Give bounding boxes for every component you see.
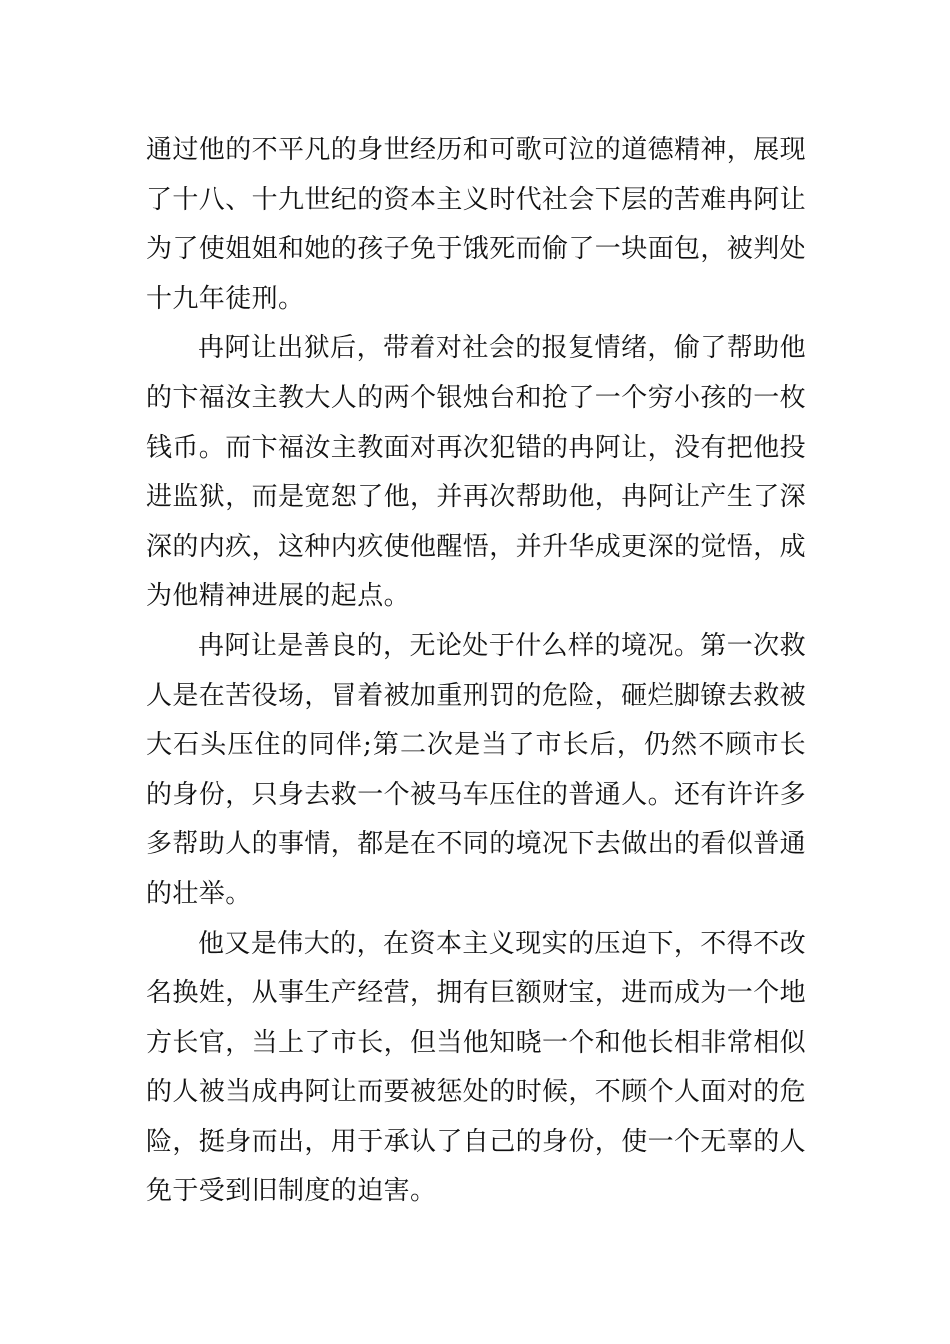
paragraph: 冉阿让是善良的，无论处于什么样的境况。第一次救人是在苦役场，冒着被加重刑罚的危险，砸烂脚镣去救被大石头压住的同伴;第二次是当了市长后，仍然不顾市长的身份，只身去救一个被马车压住的普通人。还有许许多多帮助人的事情，都是在不同的境况下去做出的看似普通的壮举。 — [146, 630, 807, 909]
paragraph: 冉阿让出狱后，带着对社会的报复情绪，偷了帮助他的卞福汝主教大人的两个银烛台和抢了一个穷小孩的一枚钱币。而卞福汝主教面对再次犯错的冉阿让，没有把他投进监狱，而是宽恕了他，并再次帮助他，冉阿让产生了深深的内疚，这种内疚使他醒悟，并升华成更深的觉悟，成为他精神进展的起点。 — [146, 333, 807, 612]
paragraph: 他又是伟大的，在资本主义现实的压迫下，不得不改名换姓，从事生产经营，拥有巨额财宝，进而成为一个地方长官，当上了市长，但当他知晓一个和他长相非常相似的人被当成冉阿让而要被惩处的时候，不顾个人面对的危险，挺身而出，用于承认了自己的身份，使一个无辜的人免于受到旧制度的迫害。 — [146, 928, 807, 1207]
document-body — [146, 126, 806, 1217]
paragraph-continuation: 通过他的不平凡的身世经历和可歌可泣的道德精神，展现了十八、十九世纪的资本主义时代社会下层的苦难冉阿让为了使姐姐和她的孩子免于饿死而偷了一块面包，被判处十九年徒刑。 — [146, 135, 807, 314]
